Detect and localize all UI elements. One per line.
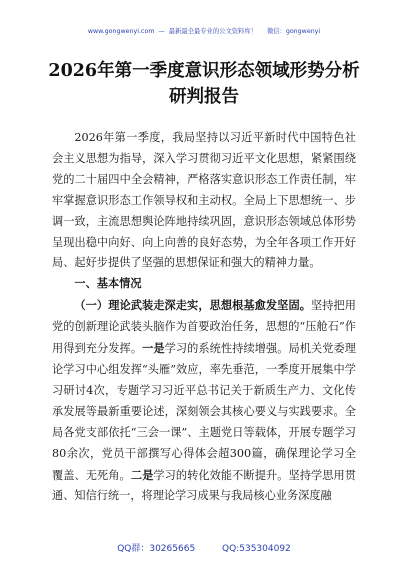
document-title	[0, 58, 408, 110]
paragraph-text: 学习的转化效能不断提升。坚持学思用贯通、知信行统一，将理论学习成果与我局核心业务深度融	[52, 468, 356, 503]
header-separator: —	[158, 28, 165, 35]
paragraph-text: 坚持把用党的创新理论武装头脑作为首要政治任务，思想的“压舱石”作用得到充分发挥。	[52, 299, 356, 356]
header-slogan: 最新最全最专业的公文资料库！	[168, 28, 257, 35]
page-footer	[0, 541, 408, 554]
lead-marker: 一是	[142, 341, 165, 356]
body-paragraph	[52, 295, 356, 507]
lead-marker: 二是	[130, 467, 154, 482]
header-wechat: 微信：gongwenyi	[266, 28, 321, 35]
subsection-heading: （一）理论武装走深走实，思想根基愈发坚固。	[74, 298, 311, 313]
qq-contact: QQ:535304092	[222, 544, 291, 554]
paragraph-text: 学习的系统性持续增强。局机关党委理论学习中心组发挥“头雁”效应，率先垂范，一季度开展集中学习研讨4次，专题学习习近平总书记关于新质生产力、文化传承发展等最新重要论述，深刻领会其核心要义与实践要求。全局各党支部依托“三会一课”、主题党日等载体，开展专题学习80余次，党员干部撰写心得体会超300篇，确保理论学习全覆盖、无死角。	[52, 342, 356, 482]
page-header	[0, 26, 408, 35]
site-link[interactable]: www.gongwenyi.com	[87, 28, 155, 35]
header-gap	[261, 28, 263, 35]
document-body	[52, 128, 356, 507]
intro-paragraph: 2026年第一季度，我局坚持以习近平新时代中国特色社会主义思想为指导，深入学习贯彻习近平文化思想，紧紧围绕党的二十届四中全会精神，严格落实意识形态工作责任制，牢牢掌握意识形态工作领导权和主动权。全局上下思想统一、步调一致，主流思想舆论阵地持续巩固，意识形态领域总体形势呈现出稳中向好、向上向善的良好态势，为全年各项工作开好局、起好步提供了坚强的思想保证和强大的精神力量。	[52, 131, 356, 270]
title-line-1: 2026年第一季度意识形态领域形势分析	[48, 61, 360, 81]
title-line-2: 研判报告	[169, 87, 239, 107]
qq-group: QQ群：30265665	[117, 544, 196, 554]
section-heading: 一、基本情况	[74, 277, 142, 291]
